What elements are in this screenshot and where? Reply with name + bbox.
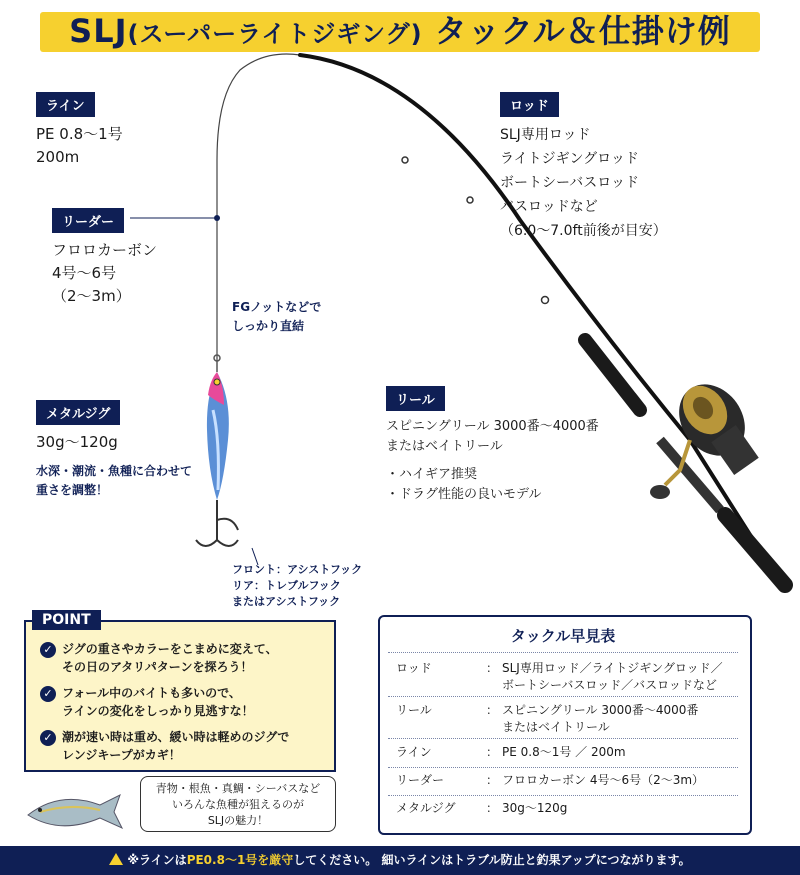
- table-divider: [388, 652, 738, 653]
- table-row: メタルジグ ： 30g～120g: [388, 800, 738, 820]
- leader-label: リーダー: [52, 208, 124, 233]
- row-key: ライン: [396, 745, 432, 759]
- rod-length-note: （6.0～7.0ft前後が目安）: [500, 223, 667, 239]
- table-row: ライン ： PE 0.8～1号 ／ 200m: [388, 744, 738, 764]
- spinning-reel: [650, 372, 759, 499]
- footer-highlight: PE0.8～1号を厳守: [186, 853, 294, 867]
- rod-rear-grip: [725, 515, 785, 585]
- line-length: 200m: [36, 148, 80, 166]
- row-value: SLJ専用ロッド／ライトジギングロッド／ ボートシーバスロッド／バスロッドなど: [502, 661, 723, 692]
- rod-guide: [542, 297, 549, 304]
- rod-label: ロッド: [500, 92, 559, 117]
- treble-hook: [196, 500, 238, 546]
- check-icon: ✓: [40, 686, 56, 702]
- title-main: SLJ: [69, 12, 128, 50]
- point-item: ✓ ジグの重さやカラーをこまめに変えて、 その日のアタリパターンを探ろう！: [40, 640, 325, 676]
- reel-alt: またはベイトリール: [386, 439, 503, 454]
- leader-size: 4号～6号: [52, 264, 117, 282]
- footer-notice: ※ラインはPE0.8～1号を厳守してください。 細いラインはトラブル防止と釣果アップにつながります。: [0, 846, 800, 875]
- metal-jig: [207, 355, 229, 500]
- leader-length: （2～3m）: [52, 287, 131, 305]
- jig-section: [36, 400, 192, 500]
- reel-label: リール: [386, 386, 445, 411]
- row-value: スピニングリール 3000番～4000番 またはベイトリール: [502, 703, 699, 734]
- rod-item: ライトジギングロッド: [500, 151, 639, 167]
- rod-item: ボートシーバスロッド: [500, 175, 640, 191]
- table-divider: [388, 738, 738, 739]
- table-row: リーダー ： フロロカーボン 4号～6号（2～3m）: [388, 772, 738, 792]
- table-row: ロッド ： SLJ専用ロッド／ライトジギングロッド／ ボートシーバスロッド／バスロッドなど: [388, 660, 738, 694]
- rod-item: SLJ専用ロッド: [500, 127, 591, 143]
- point-label: POINT: [32, 610, 101, 630]
- reel-bullet: ・ハイギア推奨: [386, 467, 478, 482]
- reel-bullet: ・ドラグ性能の良いモデル: [386, 487, 542, 502]
- table-divider: [388, 795, 738, 796]
- table-row: リール ： スピニングリール 3000番～4000番 またはベイトリール: [388, 702, 738, 736]
- row-key: メタルジグ: [396, 801, 456, 815]
- hook-note: フロント：アシストフック リア：トレブルフック またはアシストフック: [232, 563, 363, 608]
- row-key: ロッド: [396, 661, 432, 675]
- rod-section: [500, 92, 667, 243]
- point-item: ✓ 潮が速い時は重め、緩い時は軽めのジグで レンジキープがカギ！: [40, 728, 325, 764]
- row-key: リーダー: [396, 773, 445, 787]
- rod-item: バスロッドなど: [500, 199, 598, 215]
- table-title: タックル早見表: [510, 627, 616, 645]
- line-label: ライン: [36, 92, 95, 117]
- rod-guide: [467, 197, 473, 203]
- row-value: フロロカーボン 4号～6号（2～3m）: [502, 773, 705, 787]
- point-list: [40, 640, 325, 764]
- row-value: PE 0.8～1号 ／ 200m: [502, 745, 626, 759]
- jig-note-line: 水深・潮流・魚種に合わせて: [36, 464, 193, 478]
- reel-type: スピニングリール 3000番～4000番: [386, 419, 599, 434]
- warning-icon: [109, 853, 123, 865]
- title-sub: (スーパーライトジギング): [127, 20, 423, 48]
- line-section: [36, 92, 123, 169]
- reel-section: [386, 386, 599, 505]
- title-tail: タックル＆仕掛け例: [434, 12, 731, 50]
- table-divider: [388, 767, 738, 768]
- jig-weight: 30g～120g: [36, 433, 118, 451]
- check-icon: ✓: [40, 730, 56, 746]
- row-key: リール: [396, 703, 432, 717]
- row-value: 30g～120g: [502, 801, 568, 815]
- jig-note-line: 重さを調整！: [36, 483, 109, 497]
- line-spec: PE 0.8～1号: [36, 125, 123, 143]
- knot-note: FGノットなどで しっかり直結: [232, 300, 322, 333]
- jig-label: メタルジグ: [36, 400, 120, 425]
- speech-bubble: 青物・根魚・真鯛・シーバスなど いろんな魚種が狙えるのが SLJの魅力！: [140, 776, 336, 832]
- leader-material: フロロカーボン: [52, 241, 158, 259]
- point-item: ✓ フォール中のバイトも多いので、 ラインの変化をしっかり見逃すな！: [40, 684, 325, 720]
- knot-dot: [214, 215, 220, 221]
- leader-section: [52, 208, 157, 308]
- rod-guide: [402, 157, 408, 163]
- check-icon: ✓: [40, 642, 56, 658]
- fish-illustration: [28, 795, 122, 828]
- table-divider: [388, 696, 738, 697]
